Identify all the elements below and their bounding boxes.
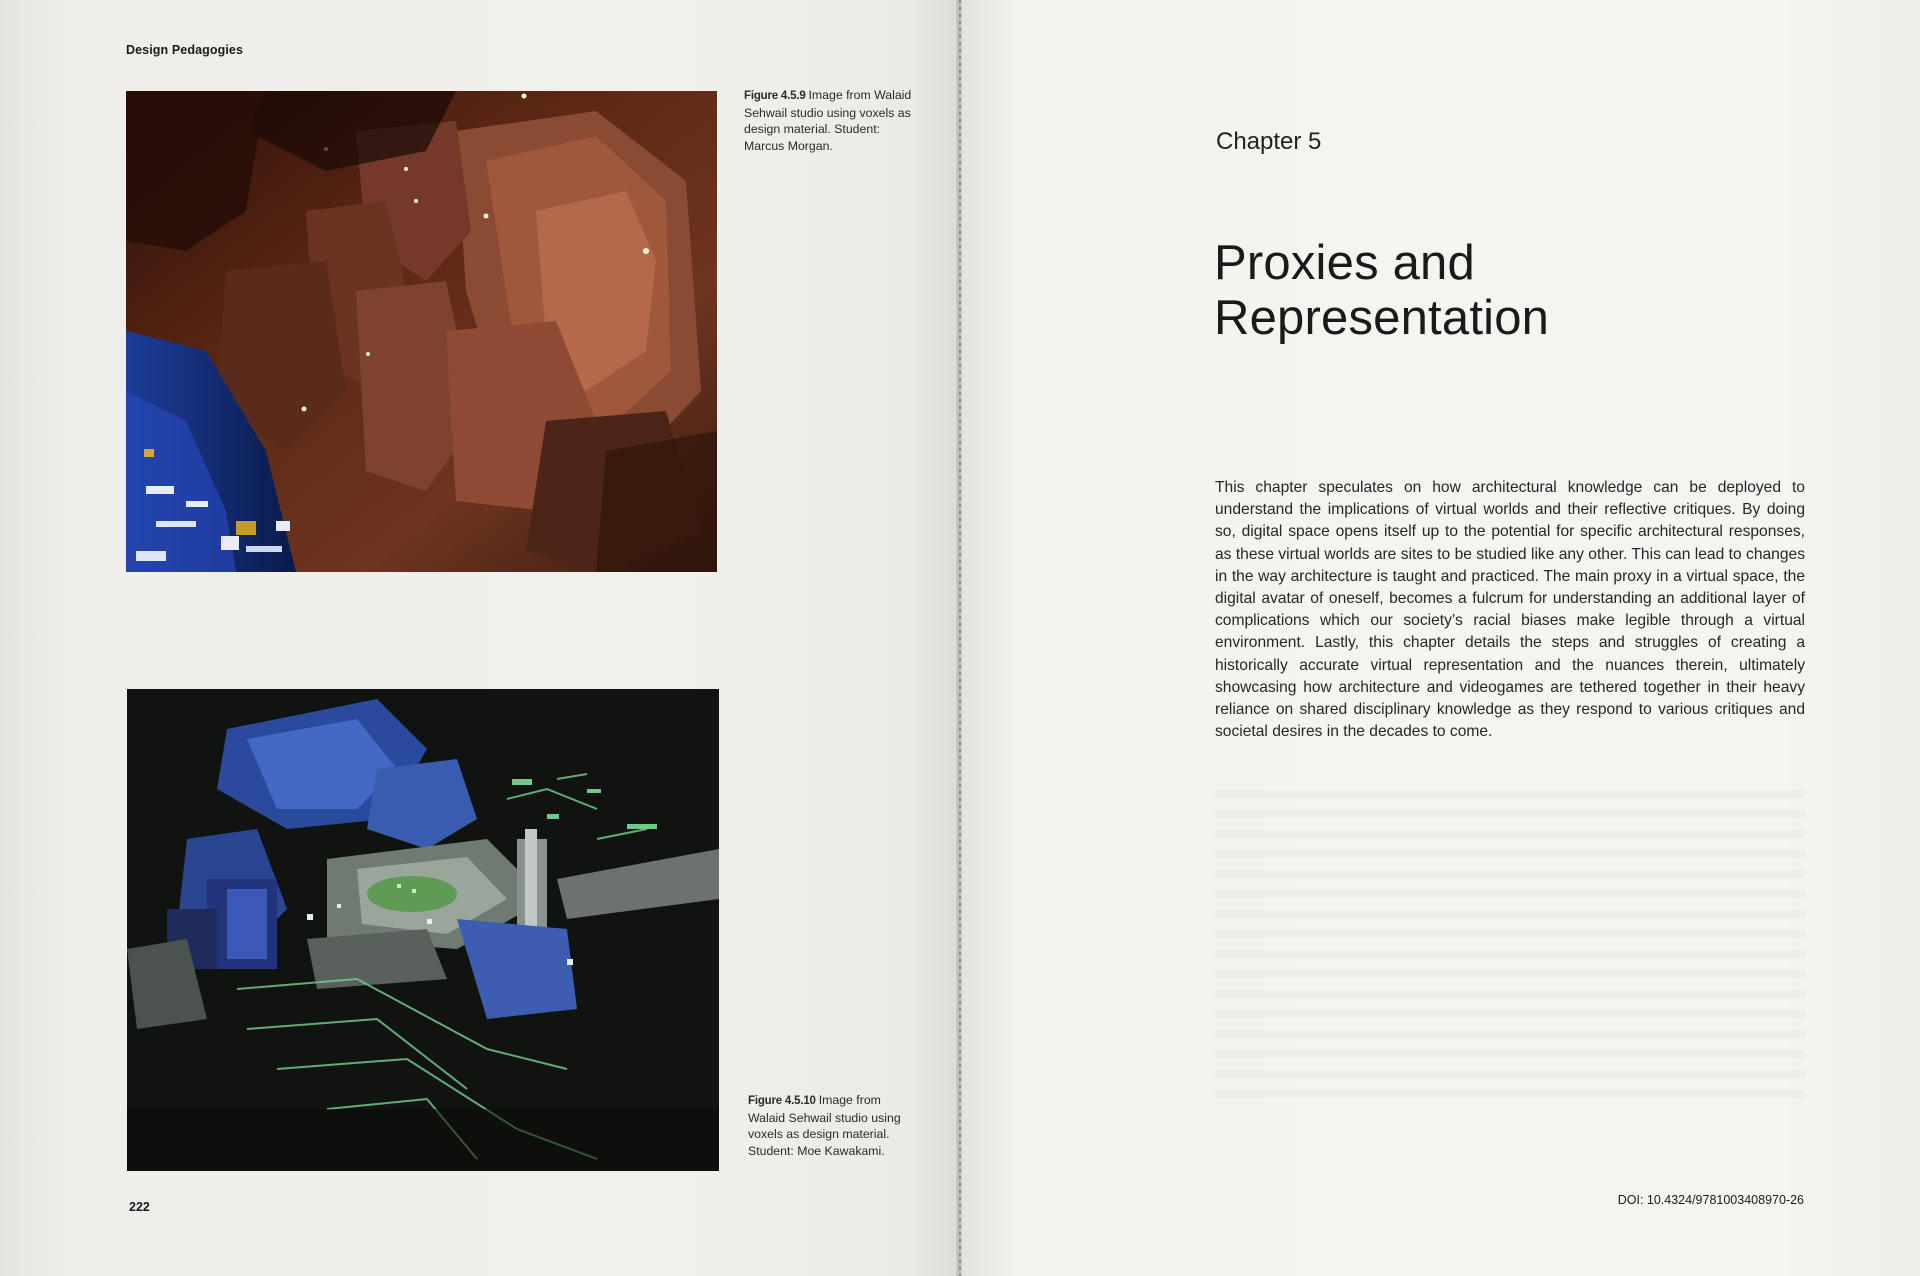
chapter-title-line-2: Representation — [1214, 291, 1550, 345]
show-through-texture — [1215, 778, 1805, 1098]
figure-4-5-9-image — [126, 91, 717, 572]
figure-caption-text: Image from Walaid Sehwail studio using voxels as design material. Student: Moe Kawakami. — [748, 1093, 901, 1158]
figure-4-5-9-caption — [744, 87, 914, 154]
running-head: Design Pedagogies — [126, 43, 244, 57]
figure-4-5-10-caption — [748, 1092, 918, 1159]
voxel-render-dark — [127, 689, 719, 1171]
binding-stitch — [959, 0, 961, 1276]
figure-label: Figure 4.5.10 — [748, 1095, 819, 1107]
figure-label: Figure 4.5.9 — [744, 90, 809, 102]
figure-caption-text: Image from Walaid Sehwail studio using voxels as design material. Student: Marcus Morgan. — [744, 88, 912, 153]
chapter-number: Chapter 5 — [1216, 128, 1322, 155]
figure-4-5-10-image — [127, 689, 719, 1171]
left-page — [0, 0, 958, 1276]
doi-reference: DOI: 10.4324/9781003408970-26 — [1617, 1193, 1804, 1207]
page-number: 222 — [129, 1200, 150, 1214]
voxel-render-warm — [126, 91, 717, 572]
chapter-abstract: This chapter speculates on how architectural knowledge can be deployed to understand the implications of virtual worlds and their reflective critiques. By doing so, digital space opens itself up to the potential for specific architectural responses, as these virtual worlds are sites to be studied like any other. This can lead to changes in the way architecture is taught and practiced. The main proxy in a virtual space, the digital avatar of oneself, becomes a fulcrum for understanding an additional layer of complications which our society’s racial biases make legible through a virtual environment. Lastly, this chapter details the steps and struggles of creating a historically accurate virtual representation and the nuances therein, ultimately showcasing how architecture and videogames are tethered together in their heavy reliance on shared disciplinary knowledge as they respond to various critiques and societal desires in the decades to come. — [1215, 479, 1805, 741]
chapter-title — [1214, 236, 1734, 346]
chapter-title-line-1: Proxies and — [1214, 236, 1475, 290]
